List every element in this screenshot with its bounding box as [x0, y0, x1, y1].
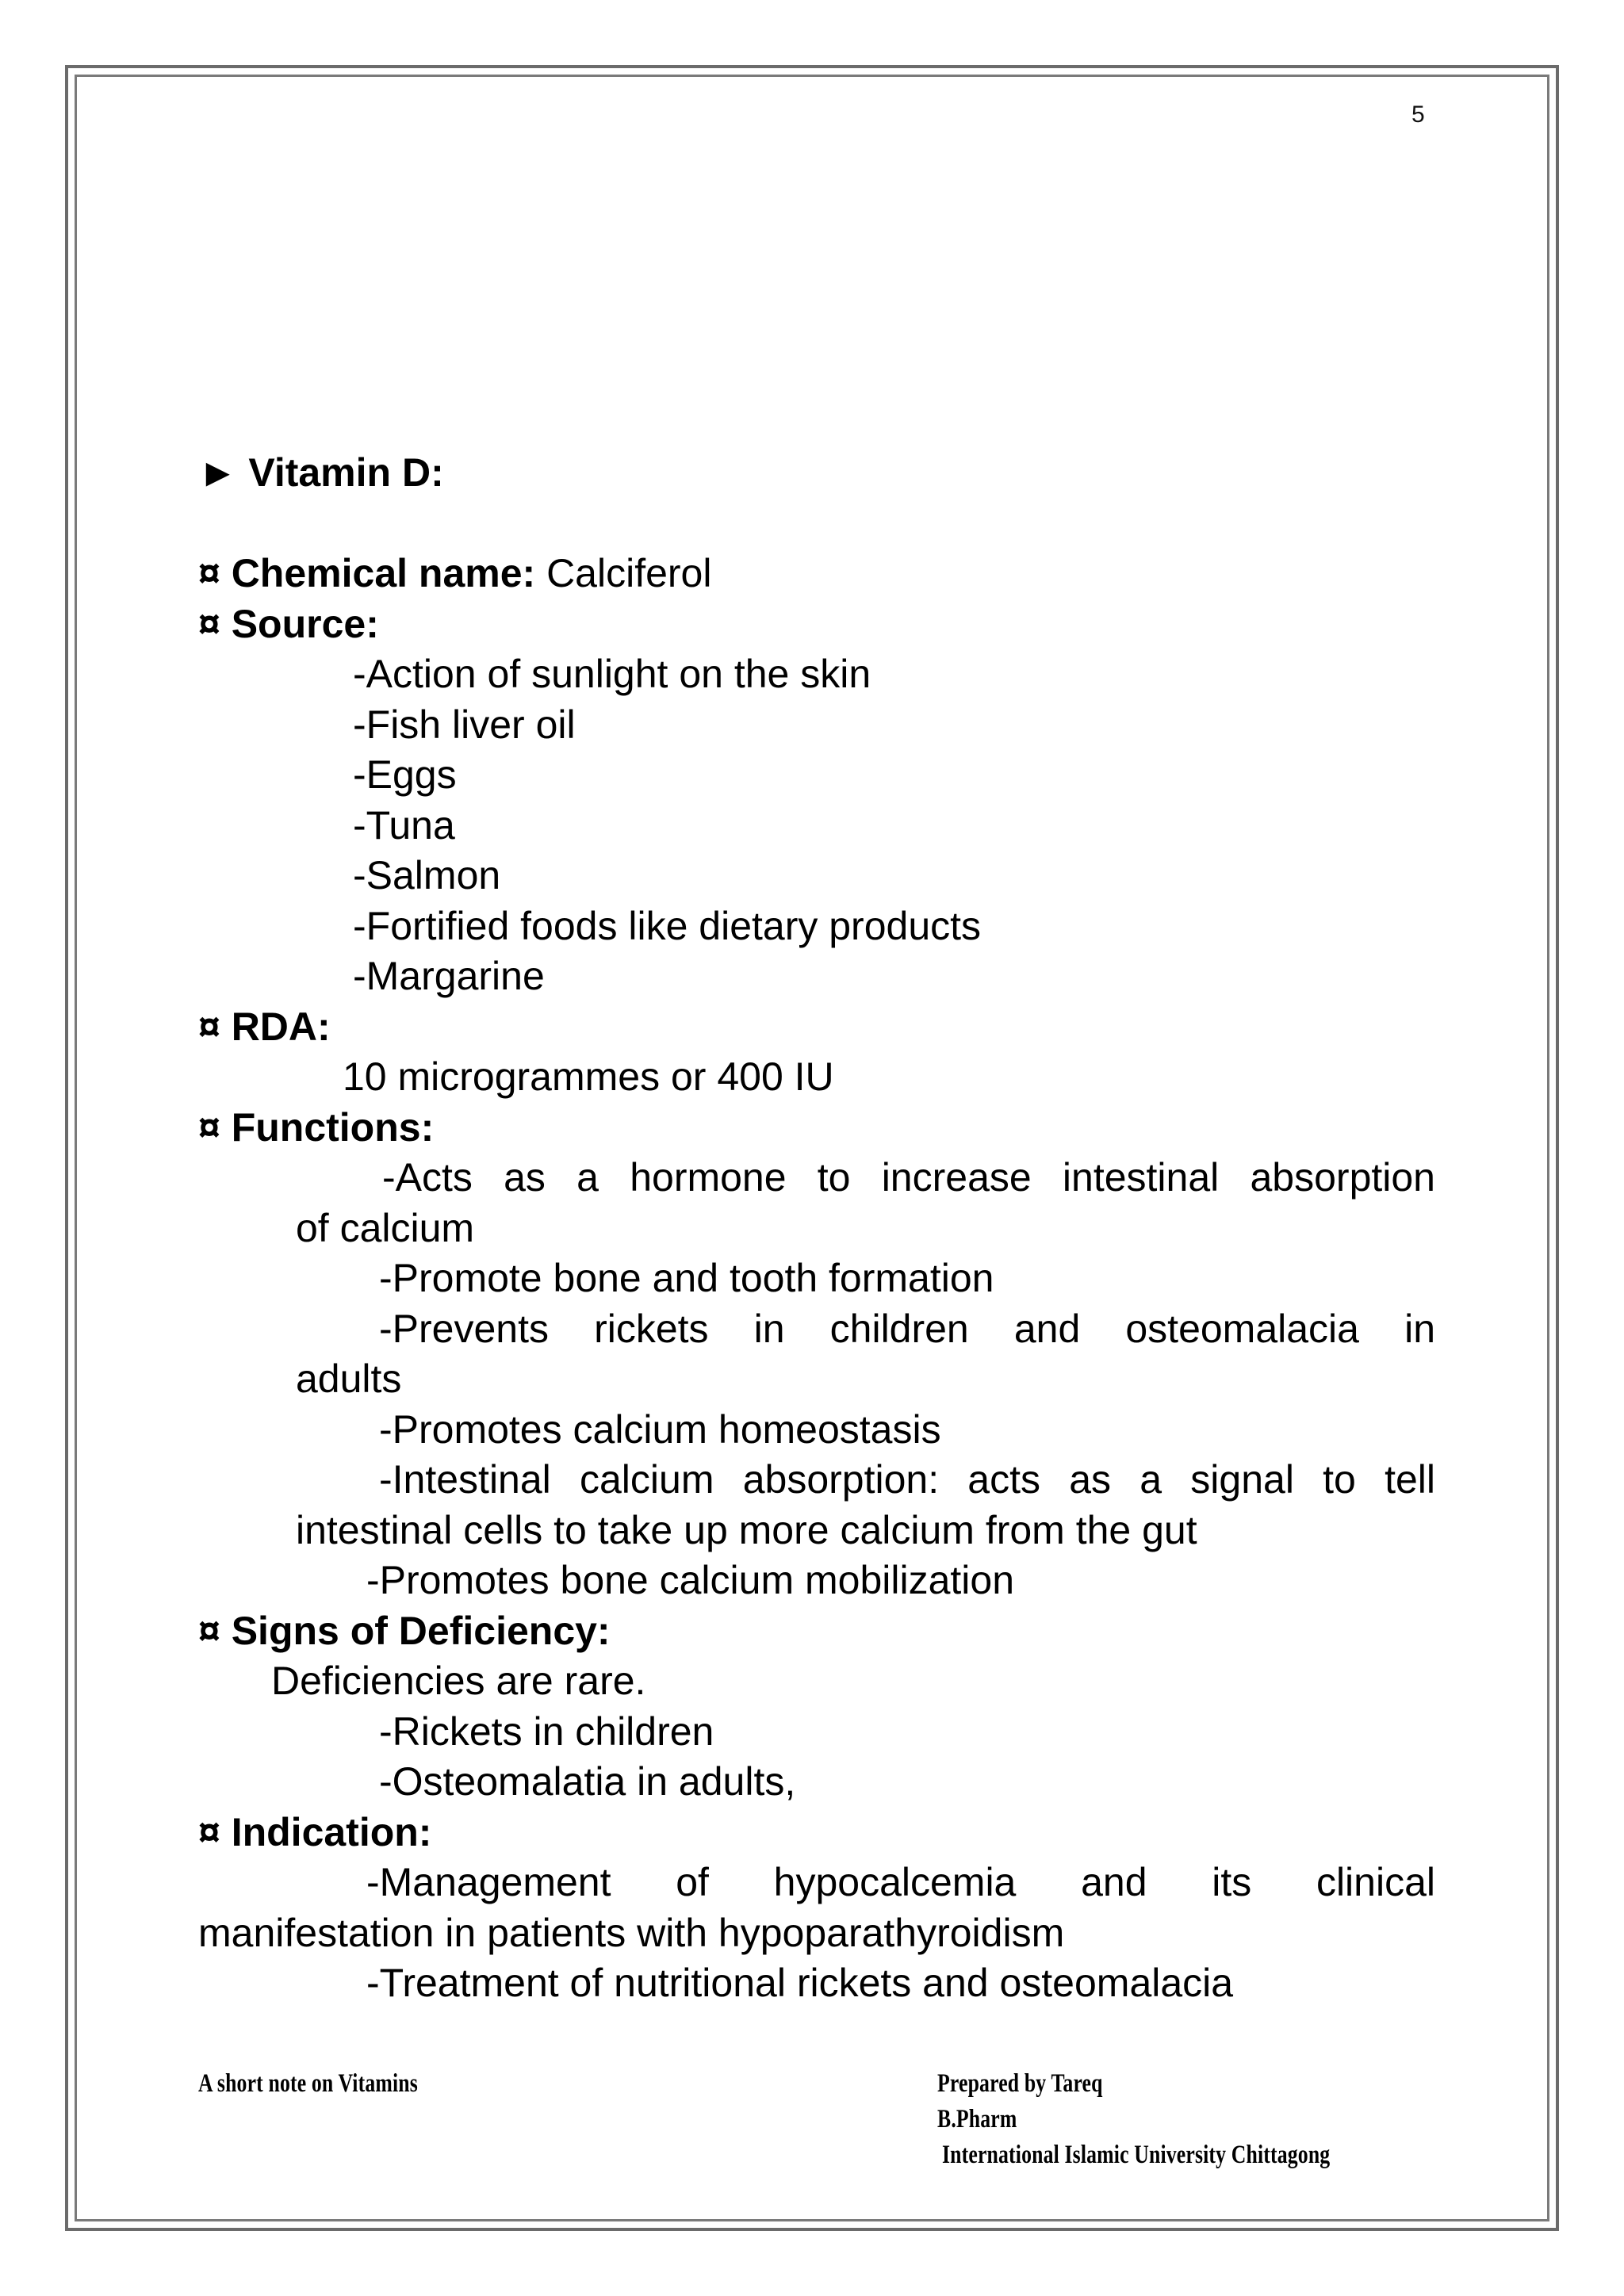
deficiency-intro: Deficiencies are rare. [271, 1659, 646, 1703]
footer-left: A short note on Vitamins [198, 2069, 418, 2098]
indication-label: ¤ Indication: [198, 1809, 432, 1854]
deficiency-label: ¤ Signs of Deficiency: [198, 1608, 611, 1653]
indication-item-1-line-1: -Management of hypocalcemia and its clinical [366, 1860, 1435, 1904]
deficiency-item: -Rickets in children [379, 1709, 714, 1754]
source-item: -Fish liver oil [353, 702, 576, 747]
source-item: -Salmon [353, 853, 501, 897]
section-title: ► Vitamin D: [198, 450, 444, 495]
rda-label: ¤ RDA: [198, 1004, 331, 1049]
source-label: ¤ Source: [198, 601, 379, 646]
function-item-4: -Promotes calcium homeostasis [379, 1406, 941, 1452]
chemical-name-row [198, 549, 1435, 599]
spacer [198, 499, 1435, 549]
function-item-1-line-1: -Acts as a hormone to increase intestinal absorption [382, 1155, 1435, 1200]
function-item-5-line-2: intestinal cells to take up more calcium from the gut [296, 1507, 1197, 1552]
function-item-1-line-2: of calcium [296, 1205, 475, 1250]
functions-label: ¤ Functions: [198, 1104, 435, 1150]
source-item: -Margarine [353, 954, 545, 998]
source-item: -Eggs [353, 752, 457, 797]
indication-item-2: -Treatment of nutritional rickets and osteomalacia [366, 1961, 1234, 2005]
function-item-6: -Promotes bone calcium mobilization [366, 1558, 1015, 1602]
chemical-name-value: Calciferol [535, 551, 712, 595]
function-item-2: -Promote bone and tooth formation [379, 1256, 994, 1300]
chemical-name-label: ¤ Chemical name: [198, 551, 536, 595]
source-item: -Action of sunlight on the skin [353, 652, 871, 696]
function-item-3-line-1: -Prevents rickets in children and osteomalacia in [379, 1306, 1435, 1351]
indication-item-1-line-2: manifestation in patients with hypoparathyroidism [198, 1910, 1065, 1955]
document-body [198, 448, 1435, 2009]
page-number: 5 [1411, 101, 1425, 128]
rda-value: 10 microgrammes or 400 IU [343, 1054, 834, 1099]
deficiency-item: -Osteomalatia in adults, [379, 1759, 796, 1804]
footer-degree: B.Pharm [937, 2105, 1017, 2133]
function-item-5-line-1: -Intestinal calcium absorption: acts as a signal to tell [379, 1457, 1435, 1502]
source-item: -Tuna [353, 802, 455, 848]
footer-author: Prepared by Tareq [937, 2069, 1103, 2098]
footer-university: International Islamic University Chittagong [942, 2141, 1331, 2169]
function-item-3-line-2: adults [296, 1357, 402, 1401]
source-item: -Fortified foods like dietary products [353, 903, 982, 948]
